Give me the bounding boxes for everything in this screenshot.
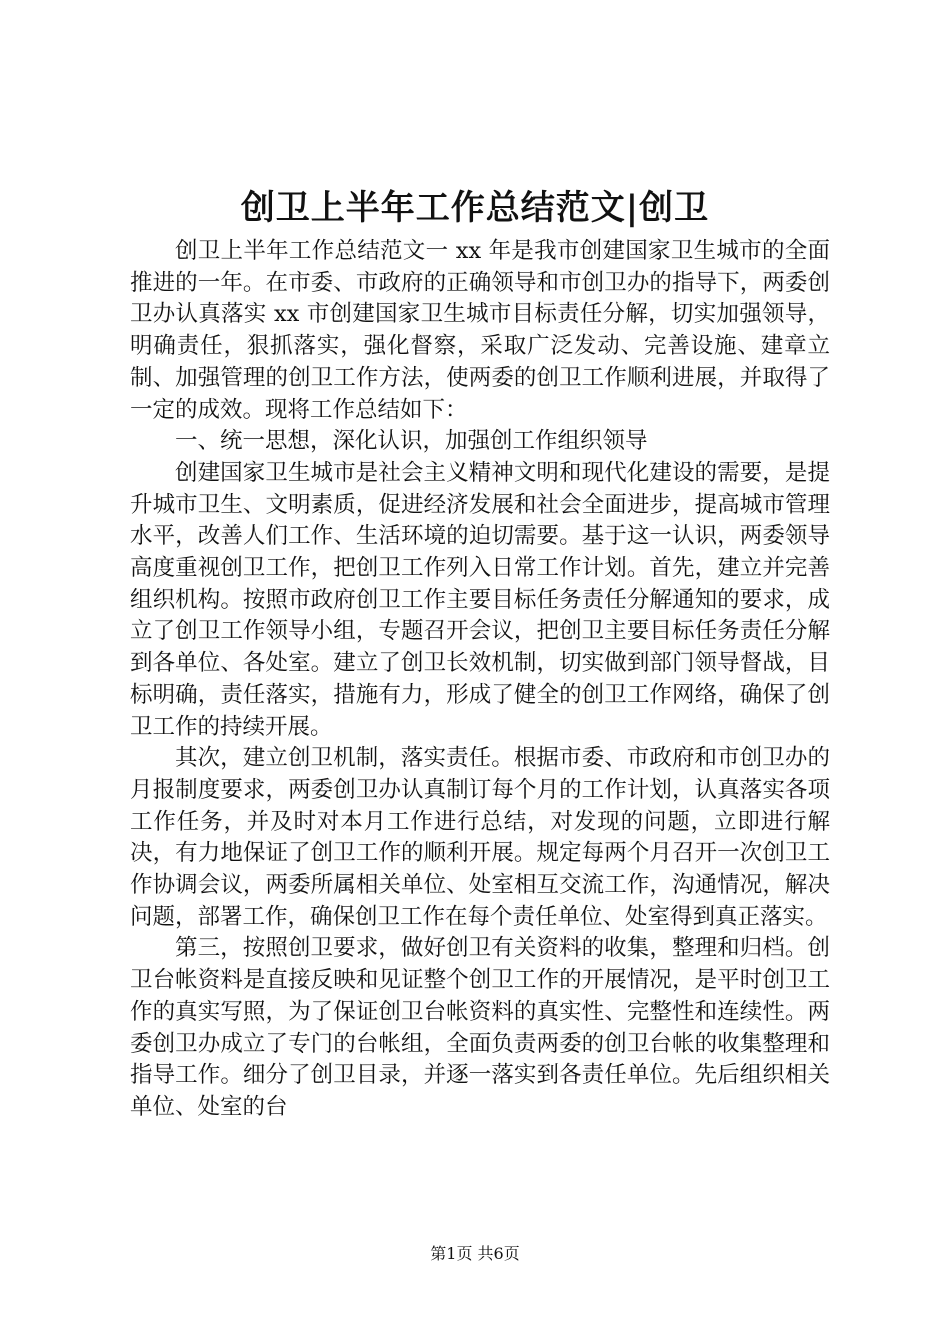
paragraph-intro: 创卫上半年工作总结范文一 xx 年是我市创建国家卫生城市的全面推进的一年。在市委、市政府的正确领导和市创卫办的指导下，两委创卫办认真落实 xx 市创建国家卫生城市目标责任分解，切实加强领导，明确责任，狠抓落实，强化督察，采取广泛发动、完善设施、建章立制、加强管理的创卫工作方法，使两委的创卫工作顺利进展，并取得了一定的成效。现将工作总结如下： <box>130 238 830 423</box>
section-heading-1: 一、统一思想，深化认识，加强创工作组织领导 <box>175 428 648 455</box>
page-footer: 第1页 共6页 <box>430 1244 520 1263</box>
paragraph-section-1: 创建国家卫生城市是社会主义精神文明和现代化建设的需要，是提升城市卫生、文明素质，促进经济发展和社会全面进步，提高城市管理水平，改善人们工作、生活环境的迫切需要。基于这一认识，两委领导高度重视创卫工作，把创卫工作列入日常工作计划。首先，建立并完善组织机构。按照市政府创卫工作主要目标任务责任分解通知的要求，成立了创卫工作领导小组，专题召开会议，把创卫主要目标任务责任分解到各单位、各处室。建立了创卫长效机制，切实做到部门领导督战，目标明确，责任落实，措施有力，形成了健全的创卫工作网络，确保了创卫工作的持续开展。 <box>130 459 830 740</box>
document-title: 创卫上半年工作总结范文|创卫 <box>240 188 710 228</box>
paragraph-third: 第三，按照创卫要求，做好创卫有关资料的收集，整理和归档。创卫台帐资料是直接反映和见证整个创卫工作的开展情况，是平时创卫工作的真实写照，为了保证创卫台帐资料的真实性、完整性和连续性。两委创卫办成立了专门的台帐组，全面负责两委的创卫台帐的收集整理和指导工作。细分了创卫目录，并逐一落实到各责任单位。先后组织相关单位、处室的台 <box>130 935 830 1120</box>
paragraph-second: 其次，建立创卫机制，落实责任。根据市委、市政府和市创卫办的月报制度要求，两委创卫办认真制订每个月的工作计划，认真落实各项工作任务，并及时对本月工作进行总结，对发现的问题，立即进行解决，有力地保证了创卫工作的顺利开展。规定每两个月召开一次创卫工作协调会议，两委所属相关单位、处室相互交流工作，沟通情况，解决问题，部署工作，确保创卫工作在每个责任单位、处室得到真正落实。 <box>130 745 830 930</box>
document-body <box>130 236 830 1124</box>
